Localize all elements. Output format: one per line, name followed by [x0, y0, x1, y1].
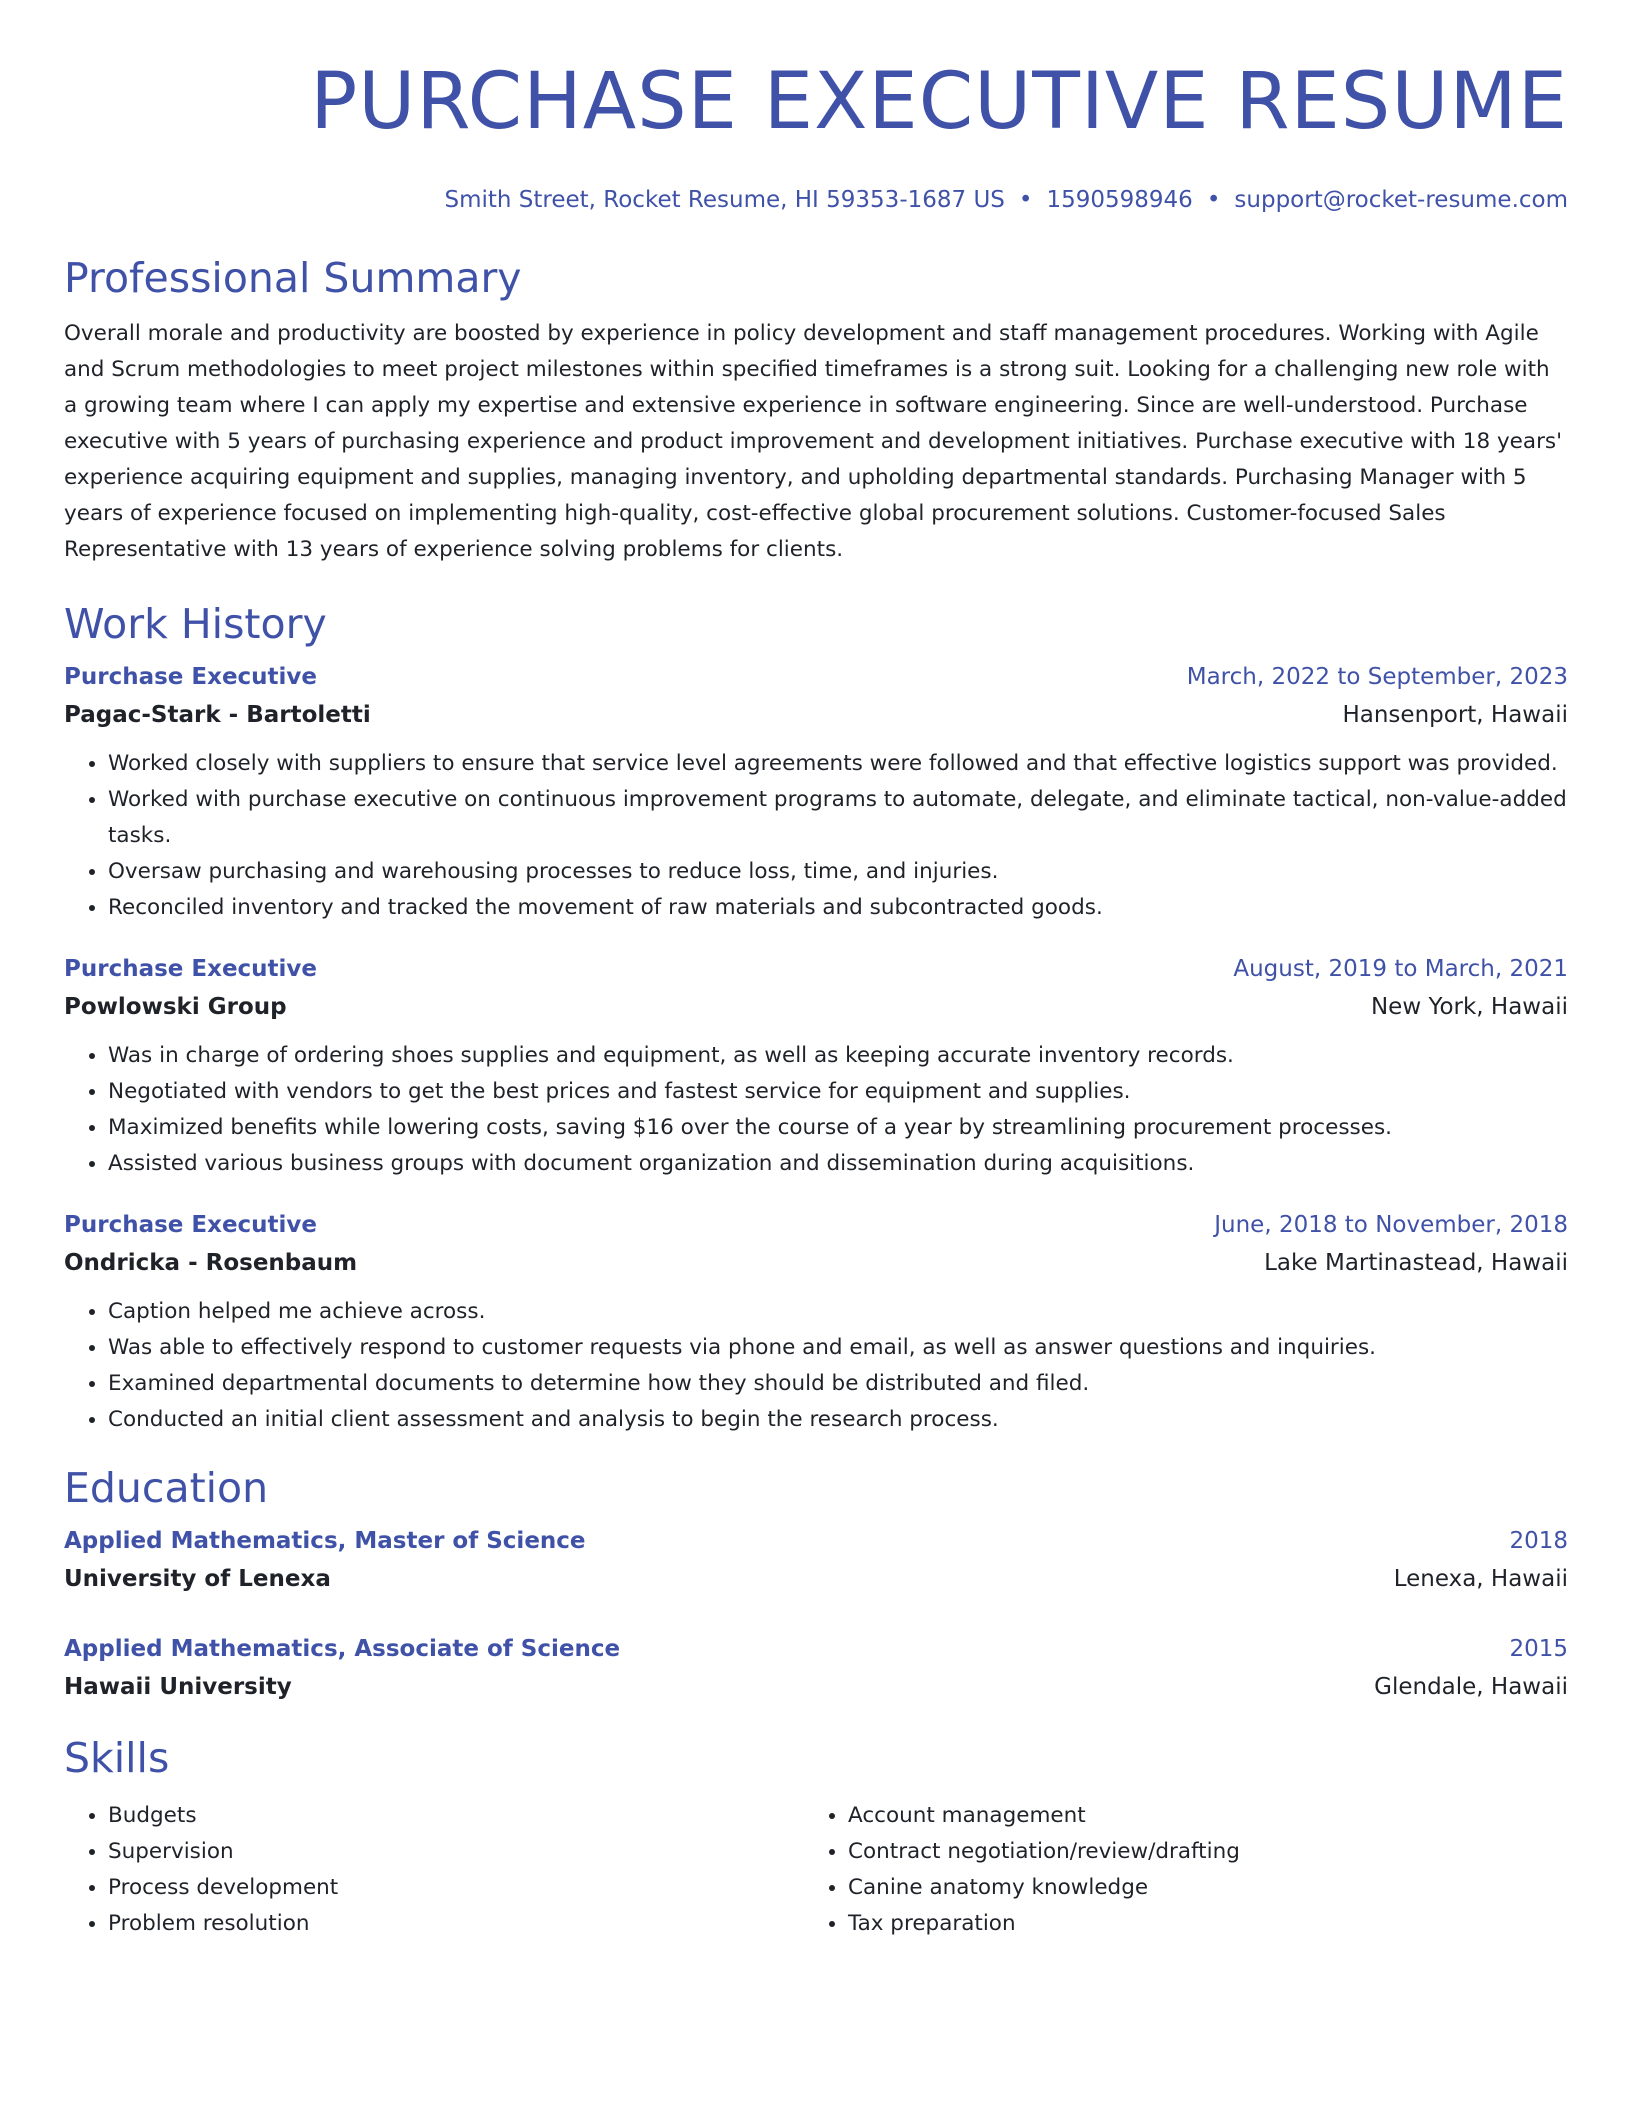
summary-section	[64, 252, 1568, 568]
education-degree: Applied Mathematics, Associate of Science	[64, 1636, 621, 1662]
job-role: Purchase Executive	[64, 956, 318, 982]
list-item: • Caption helped me achieve across.	[108, 1294, 1568, 1330]
job-dates: August, 2019 to March, 2021	[1233, 956, 1568, 982]
job-location: Lake Martinastead, Hawaii	[1264, 1250, 1568, 1276]
education-entry	[64, 1630, 1568, 1706]
job-company-row	[64, 1244, 1568, 1282]
list-item: • Worked closely with suppliers to ensure that service level agreements were followed and that effective logistics support was provided.	[108, 746, 1568, 782]
summary-heading: Professional Summary	[64, 254, 522, 302]
contact-phone: 1590598946	[1046, 187, 1193, 213]
list-item: • Oversaw purchasing and warehousing processes to reduce loss, time, and injuries.	[108, 854, 1568, 890]
job-bullets	[64, 1038, 1568, 1182]
education-entry	[64, 1522, 1568, 1598]
education-degree: Applied Mathematics, Master of Science	[64, 1528, 586, 1554]
job-location: Hansenport, Hawaii	[1342, 702, 1568, 728]
education-year: 2015	[1509, 1636, 1568, 1662]
skill-item: • Budgets	[108, 1798, 804, 1834]
list-item: • Worked with purchase executive on continuous improvement programs to automate, delegate, and eliminate tactical, non-value-added tasks.	[108, 782, 1568, 854]
contact-separator: •	[1018, 187, 1033, 213]
contact-separator: •	[1206, 187, 1221, 213]
skill-item: • Account management	[848, 1798, 1544, 1834]
job-company-row	[64, 988, 1568, 1026]
job-location: New York, Hawaii	[1370, 994, 1568, 1020]
job-title-row	[64, 1206, 1568, 1244]
education-school: Hawaii University	[64, 1674, 292, 1700]
list-item: • Examined departmental documents to determine how they should be distributed and filed.	[108, 1366, 1568, 1402]
list-item: • Negotiated with vendors to get the best prices and fastest service for equipment and supplies.	[108, 1074, 1568, 1110]
job-role: Purchase Executive	[64, 664, 318, 690]
skill-item: • Problem resolution	[108, 1906, 804, 1942]
education-section	[64, 1462, 1568, 1706]
job-role: Purchase Executive	[64, 1212, 318, 1238]
skills-list-right	[804, 1798, 1544, 1942]
education-school-row	[64, 1668, 1568, 1706]
contact-line	[64, 184, 1568, 216]
education-degree-row	[64, 1630, 1568, 1668]
list-item: • Was able to effectively respond to customer requests via phone and email, as well as answer questions and inquiries.	[108, 1330, 1568, 1366]
job-company-row	[64, 696, 1568, 734]
education-location: Glendale, Hawaii	[1374, 1674, 1568, 1700]
job-dates: March, 2022 to September, 2023	[1186, 664, 1568, 690]
summary-text: Overall morale and productivity are boosted by experience in policy development and staff management procedures. Working with Agile and Scrum methodologies to meet project milestones within specified timeframes is a strong suit. Looking for a challenging new role with a growing team where I can apply my expertise and extensive experience in software engineering. Since are well-understood. Purchase executive with 5 years of purchasing experience and product improvement and development initiatives. Purchase executive with 18 years' experience acquiring equipment and supplies, managing inventory, and upholding departmental standards. Purchasing Manager with 5 years of experience focused on implementing high-quality, cost-effective global procurement solutions. Customer-focused Sales Representative with 13 years of experience solving problems for clients.	[64, 321, 1563, 562]
education-heading: Education	[64, 1464, 269, 1512]
skill-item: • Supervision	[108, 1834, 804, 1870]
job-entry	[64, 1206, 1568, 1438]
list-item: • Maximized benefits while lowering costs, saving $16 over the course of a year by streamlining procurement processes.	[108, 1110, 1568, 1146]
job-title-row	[64, 950, 1568, 988]
skills-heading: Skills	[64, 1734, 170, 1782]
skill-item: • Contract negotiation/review/drafting	[848, 1834, 1544, 1870]
education-degree-row	[64, 1522, 1568, 1560]
job-entry	[64, 658, 1568, 926]
contact-address: Smith Street, Rocket Resume, HI 59353-1687 US	[444, 187, 1005, 213]
job-company: Powlowski Group	[64, 994, 287, 1020]
education-location: Lenexa, Hawaii	[1393, 1566, 1568, 1592]
skill-item: • Process development	[108, 1870, 804, 1906]
job-title-row	[64, 658, 1568, 696]
job-bullets	[64, 1294, 1568, 1438]
list-item: • Reconciled inventory and tracked the movement of raw materials and subcontracted goods.	[108, 890, 1568, 926]
work-history-heading: Work History	[64, 600, 327, 648]
education-school-row	[64, 1560, 1568, 1598]
resume-title: PURCHASE EXECUTIVE RESUME	[310, 57, 1568, 147]
job-company: Pagac-Stark - Bartoletti	[64, 702, 371, 728]
job-company: Ondricka - Rosenbaum	[64, 1250, 358, 1276]
education-year: 2018	[1509, 1528, 1568, 1554]
skills-columns	[64, 1798, 1568, 1942]
job-dates: June, 2018 to November, 2018	[1214, 1212, 1568, 1238]
list-item: • Was in charge of ordering shoes supplies and equipment, as well as keeping accurate inventory records.	[108, 1038, 1568, 1074]
skills-section	[64, 1732, 1568, 1942]
contact-email: support@rocket-resume.com	[1234, 187, 1568, 213]
education-school: University of Lenexa	[64, 1566, 331, 1592]
list-item: • Conducted an initial client assessment and analysis to begin the research process.	[108, 1402, 1568, 1438]
job-entry	[64, 950, 1568, 1182]
work-history-section	[64, 598, 1568, 1438]
skill-item: • Tax preparation	[848, 1906, 1544, 1942]
list-item: • Assisted various business groups with document organization and dissemination during acquisitions.	[108, 1146, 1568, 1182]
job-bullets	[64, 746, 1568, 926]
skills-list-left	[64, 1798, 804, 1942]
skill-item: • Canine anatomy knowledge	[848, 1870, 1544, 1906]
